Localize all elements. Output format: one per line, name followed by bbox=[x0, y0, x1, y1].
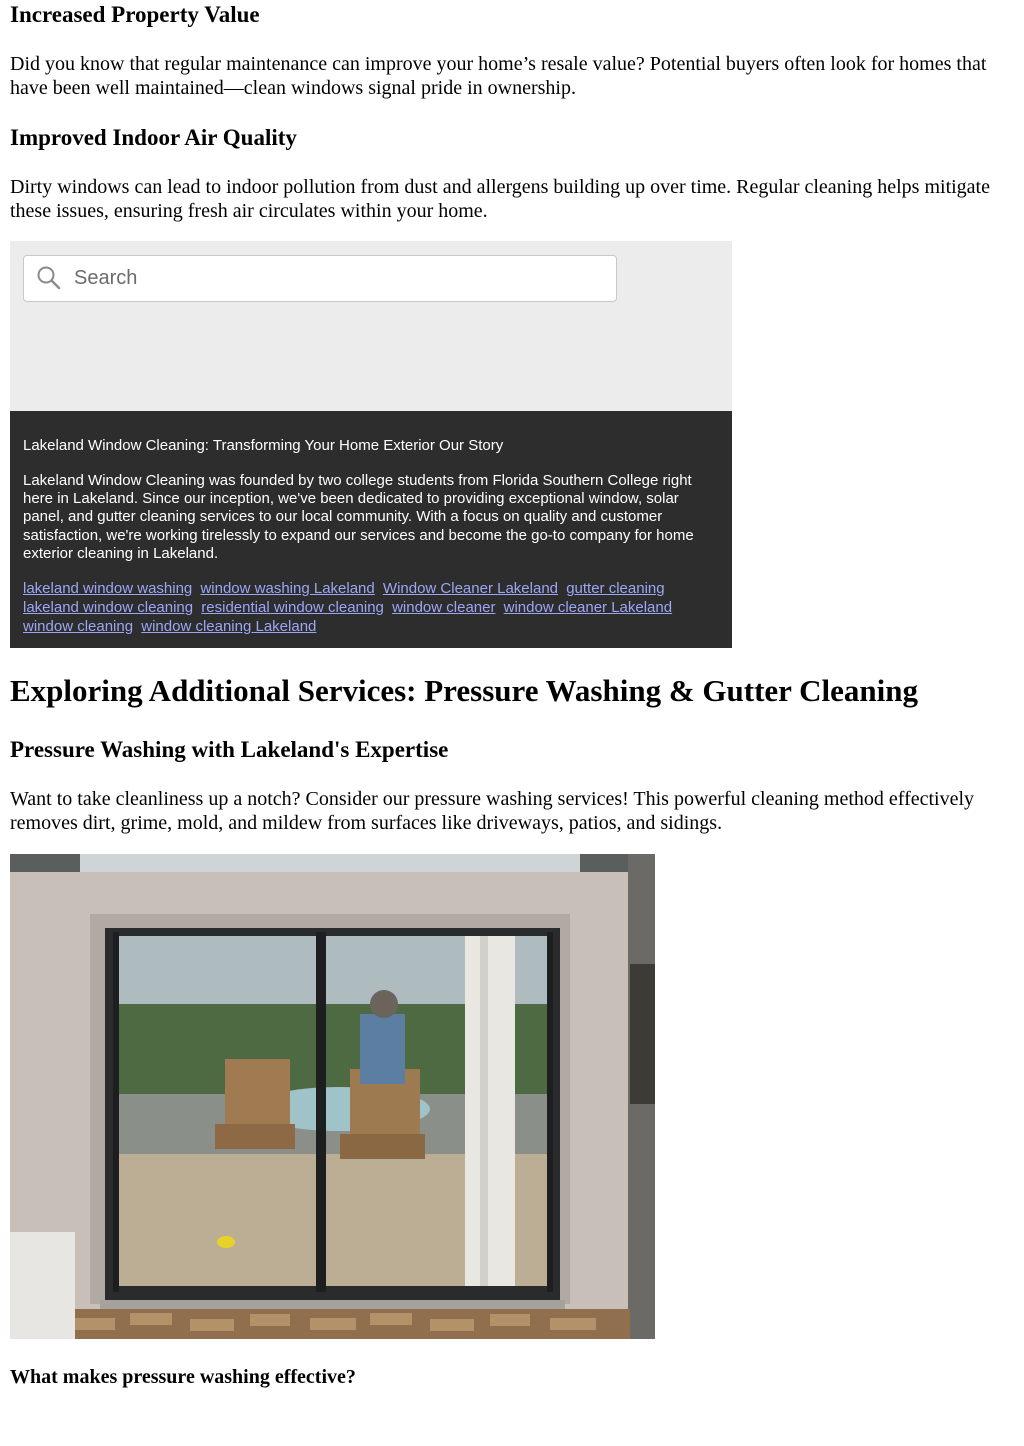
tag-link[interactable]: window washing Lakeland bbox=[200, 580, 375, 597]
tag-link[interactable]: window cleaner Lakeland bbox=[503, 598, 673, 616]
paragraph-pressure-washing: Want to take cleanliness up a notch? Consider our pressure washing services! This powerful cleaning method effectively removes dirt, grime, mold, and mildew from surfaces like driveways, patios, and sidings. bbox=[10, 788, 975, 834]
tag-links bbox=[23, 580, 723, 636]
search-box[interactable] bbox=[23, 255, 617, 302]
tag-link[interactable]: Window Cleaner Lakeland bbox=[382, 580, 559, 597]
heading-pressure-washing: Pressure Washing with Lakeland's Expertise bbox=[10, 737, 449, 762]
story-panel bbox=[10, 411, 732, 648]
story-body: Lakeland Window Cleaning was founded by two college students from Florida Southern College right here in Lakeland. Since our inception, we've been dedicated to providing exceptional window, solar panel, and gutter cleaning services to our local community. With a focus on quality and customer satisfaction, we're working tirelessly to expand our services and become the go-to company for home exterior cleaning in Lakeland. bbox=[23, 472, 694, 562]
tag-link[interactable]: window cleaning Lakeland bbox=[141, 617, 317, 635]
tag-link[interactable]: window cleaning bbox=[23, 617, 134, 635]
search-icon bbox=[36, 265, 62, 291]
heading-air-quality: Improved Indoor Air Quality bbox=[10, 125, 297, 150]
embedded-widget bbox=[10, 241, 732, 648]
tag-link[interactable]: lakeland window cleaning bbox=[23, 598, 194, 616]
tag-link[interactable]: window cleaner bbox=[392, 598, 496, 616]
sliding-door-photo bbox=[10, 854, 655, 1339]
paragraph-property-value: Did you know that regular maintenance can improve your home’s resale value? Potential buyers often look for homes that have been well maintained—clean windows signal pride in ownership. bbox=[10, 53, 987, 99]
sliding-door-illustration bbox=[10, 854, 655, 1339]
map-search-panel bbox=[10, 241, 732, 411]
paragraph-air-quality: Dirty windows can lead to indoor pollution from dust and allergens building up over time. Regular cleaning helps mitigate these issues, ensuring fresh air circulates within your home. bbox=[10, 176, 990, 222]
heading-additional-services: Exploring Additional Services: Pressure Washing & Gutter Cleaning bbox=[10, 673, 918, 708]
question-heading: What makes pressure washing effective? bbox=[10, 1366, 356, 1388]
story-title: Lakeland Window Cleaning: Transforming Your Home Exterior Our Story bbox=[23, 437, 504, 454]
tag-link[interactable]: residential window cleaning bbox=[201, 598, 384, 616]
tag-link[interactable]: gutter cleaning bbox=[566, 580, 665, 597]
heading-property-value: Increased Property Value bbox=[10, 2, 260, 27]
search-input[interactable] bbox=[74, 264, 594, 292]
tag-link[interactable]: lakeland window washing bbox=[23, 580, 193, 597]
